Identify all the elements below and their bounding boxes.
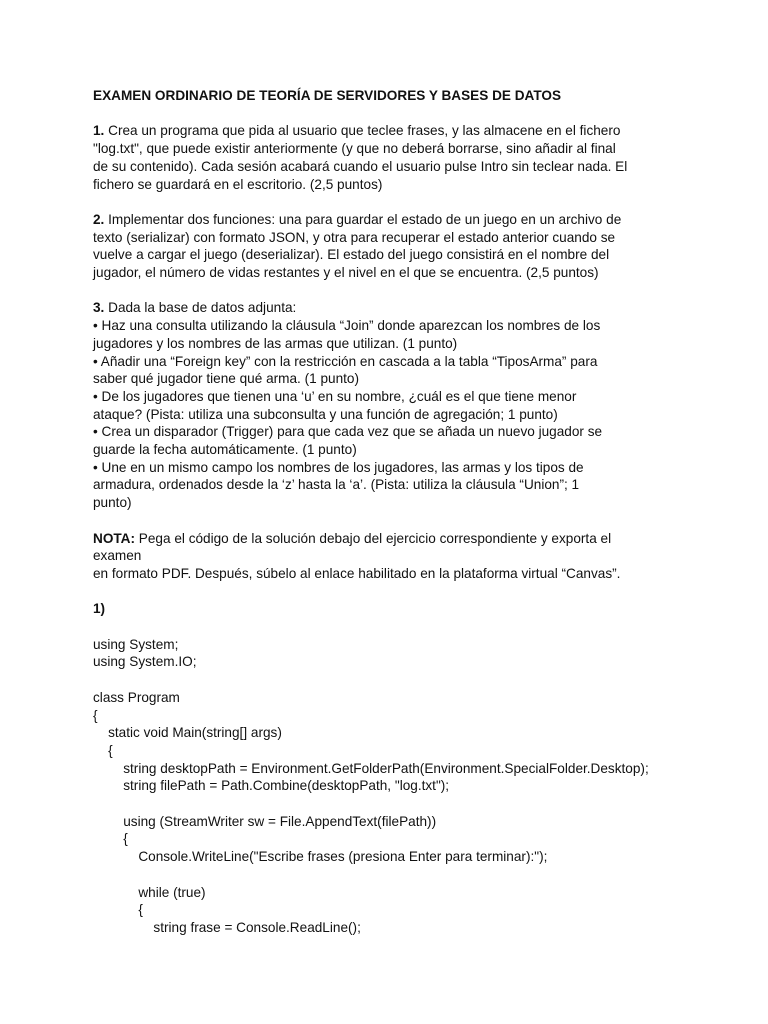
question-2-number: 2. (93, 211, 105, 227)
question-3-bullet: punto) (93, 495, 132, 511)
code-line: using (StreamWriter sw = File.AppendText(filePath)) (93, 813, 437, 829)
note (93, 530, 683, 583)
question-3-bullet: ataque? (Pista: utiliza una subconsulta y una función de agregación; 1 punto) (93, 406, 558, 422)
question-3-bullet: • Añadir una “Foreign key” con la restricción en cascada a la tabla “TiposArma” para (93, 353, 598, 369)
question-3-bullet: • Une en un mismo campo los nombres de los jugadores, las armas y los tipos de (93, 459, 584, 475)
question-3-number: 3. (93, 300, 105, 316)
question-3-bullet: • Haz una consulta utilizando la cláusula “Join” donde aparezcan los nombres de los (93, 318, 601, 334)
question-3-bullet: • De los jugadores que tienen una ‘u’ en su nombre, ¿cuál es el que tiene menor (93, 388, 577, 404)
note-text: en formato PDF. Después, súbelo al enlace habilitado en la plataforma virtual “Canvas”. (93, 565, 621, 581)
question-1-text: de su contenido). Cada sesión acabará cuando el usuario pulse Intro sin teclear nada. El (93, 158, 628, 174)
question-1-number: 1. (93, 123, 105, 139)
code-line: using System.IO; (93, 654, 197, 670)
question-3-text: Dada la base de datos adjunta: (104, 300, 297, 316)
code-answer (93, 636, 683, 937)
question-1-text: Crea un programa que pida al usuario que teclee frases, y las almacene en el fichero (104, 123, 621, 139)
question-2-text: vuelve a cargar el juego (deserializar). El estado del juego consistirá en el nombre del (93, 247, 610, 263)
answer-heading: 1) (93, 601, 106, 617)
question-1-text: "log.txt", que puede existir anteriormente (y que no deberá borrarse, sino añadir al final (93, 141, 616, 157)
code-line: string desktopPath = Environment.GetFolderPath(Environment.SpecialFolder.Desktop); (93, 760, 649, 776)
code-line: { (93, 831, 128, 847)
question-3-bullet: • Crea un disparador (Trigger) para que cada vez que se añada un nuevo jugador se (93, 424, 603, 440)
question-1 (93, 122, 683, 193)
code-line: static void Main(string[] args) (93, 725, 282, 741)
code-line (93, 795, 683, 813)
question-2-text: jugador, el número de vidas restantes y el nivel en el que se encuentra. (2,5 puntos) (93, 265, 599, 280)
code-line: string frase = Console.ReadLine(); (93, 919, 361, 935)
code-line (93, 866, 683, 884)
code-line (93, 671, 683, 689)
code-line: using System; (93, 636, 179, 652)
code-line: while (true) (93, 884, 206, 900)
note-text: Pega el código de la solución debajo del ejercicio correspondiente y exporta el (135, 530, 612, 546)
code-line: { (93, 707, 98, 723)
document-body (93, 87, 683, 937)
question-2 (93, 211, 683, 282)
question-3-bullet: jugadores y los nombres de las armas que utilizan. (1 punto) (93, 335, 458, 351)
note-label: NOTA: (93, 530, 136, 546)
code-line: string filePath = Path.Combine(desktopPath, "log.txt"); (93, 778, 450, 794)
exam-title: EXAMEN ORDINARIO DE TEORÍA DE SERVIDORES Y BASES DE DATOS (93, 88, 562, 103)
code-line: { (93, 742, 113, 758)
question-3-bullet: guarde la fecha automáticamente. (1 punto) (93, 442, 357, 458)
code-line: Console.WriteLine("Escribe frases (presiona Enter para terminar):"); (93, 849, 548, 865)
question-2-text: texto (serializar) con formato JSON, y otra para recuperar el estado anterior cuando se (93, 229, 616, 245)
question-3-bullet: saber qué jugador tiene qué arma. (1 punto) (93, 371, 360, 387)
question-1-text: fichero se guardará en el escritorio. (2,5 puntos) (93, 176, 383, 192)
question-2-text: Implementar dos funciones: una para guardar el estado de un juego en un archivo de (104, 211, 622, 227)
code-line: { (93, 902, 143, 918)
note-text: examen (93, 548, 142, 564)
code-line: class Program (93, 689, 180, 705)
question-3 (93, 299, 683, 511)
question-3-bullet: armadura, ordenados desde la ‘z’ hasta la ‘a’. (Pista: utiliza la cláusula “Union”; 1 (93, 477, 580, 493)
